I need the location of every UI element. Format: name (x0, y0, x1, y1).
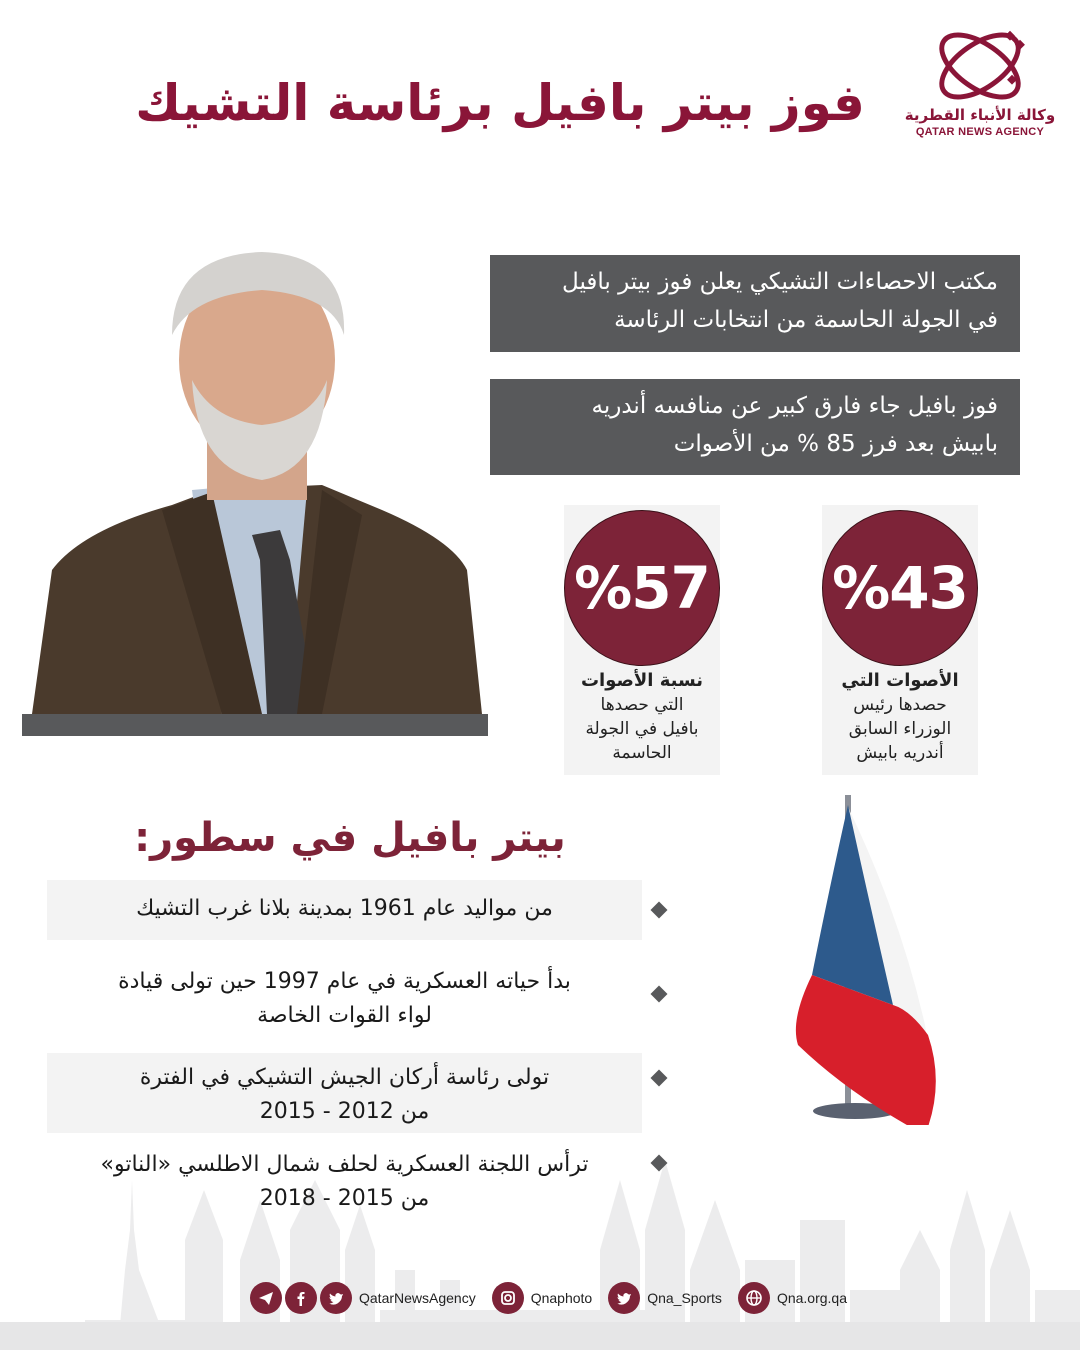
telegram-icon[interactable] (250, 1282, 282, 1314)
info-box-line: في الجولة الحاسمة من انتخابات الرئاسة (614, 307, 998, 333)
social-footer (250, 1282, 863, 1314)
diamond-bullet-icon (651, 1070, 668, 1087)
stat-title: الأصوات التي (841, 670, 959, 691)
bio-list-item (47, 880, 642, 940)
bio-item-text: تولى رئاسة أركان الجيش التشيكي في الفترة (139, 1065, 550, 1090)
social-handle[interactable]: Qnaphoto (530, 1290, 593, 1306)
bio-list-item (47, 1053, 642, 1133)
bio-section-title: بيتر بافيل في سطور: (134, 815, 566, 861)
diamond-bullet-icon (651, 902, 668, 919)
diamond-bullet-icon (651, 986, 668, 1003)
stat-desc-line: الوزراء السابق (848, 719, 952, 739)
stat-description (822, 669, 978, 765)
bio-item-text: من 2015 - 2018 (259, 1186, 430, 1211)
page-title: فوز بيتر بافيل برئاسة التشيك (135, 74, 865, 132)
stat-card-babis (822, 505, 978, 775)
stat-desc-line: الحاسمة (612, 743, 672, 763)
social-handle[interactable]: QatarNewsAgency (359, 1290, 476, 1306)
bio-list-item (47, 965, 642, 1035)
stat-desc-line: التي حصدها (600, 695, 684, 715)
stat-description (564, 669, 720, 765)
ground-strip (0, 1322, 1080, 1350)
info-box-line: مكتب الاحصاءات التشيكي يعلن فوز بيتر بافيل (562, 269, 998, 295)
bio-item-text: بدأ حياته العسكرية في عام 1997 حين تولى قيادة (118, 969, 571, 994)
stat-desc-line: أندريه بابيش (856, 743, 944, 763)
stat-value: %43 (822, 510, 978, 666)
bio-item-text: من 2012 - 2015 (259, 1099, 430, 1124)
social-handle[interactable]: Qna.org.qa (776, 1290, 847, 1306)
czech-flag-illustration (760, 795, 980, 1125)
portrait-photo (22, 240, 488, 714)
stat-value: %57 (564, 510, 720, 666)
portrait-base-bar (22, 714, 488, 736)
instagram-icon[interactable] (492, 1282, 524, 1314)
logo-arabic-name: وكالة الأنباء القطرية (904, 106, 1056, 124)
facebook-icon[interactable] (285, 1282, 317, 1314)
stat-card-pavel (564, 505, 720, 775)
bio-item-text: ترأس اللجنة العسكرية لحلف شمال الاطلسي «الناتو» (100, 1152, 589, 1177)
bio-item-text: لواء القوات الخاصة (257, 1003, 432, 1028)
info-box-line: فوز بافيل جاء فارق كبير عن منافسه أندريه (591, 393, 998, 419)
bio-item-text: من مواليد عام 1961 بمدينة بلانا غرب التشيك (136, 896, 553, 921)
logo-english-name: QATAR NEWS AGENCY (915, 126, 1045, 138)
stat-title: نسبة الأصوات (580, 670, 704, 691)
bio-list-item (47, 1148, 642, 1218)
social-handle[interactable]: Qna_Sports (647, 1290, 722, 1306)
globe-icon[interactable] (738, 1282, 770, 1314)
stat-desc-line: حصدها رئيس (853, 695, 947, 715)
stat-desc-line: بافيل في الجولة (585, 719, 699, 739)
twitter-icon[interactable] (320, 1282, 352, 1314)
info-box-line: بابيش بعد فرز 85 % من الأصوات (673, 431, 998, 457)
qna-logo (900, 28, 1060, 160)
qna-emblem-icon (925, 28, 1035, 104)
info-box-margin (490, 379, 1020, 475)
twitter-icon[interactable] (608, 1282, 640, 1314)
info-box-announcement (490, 255, 1020, 352)
